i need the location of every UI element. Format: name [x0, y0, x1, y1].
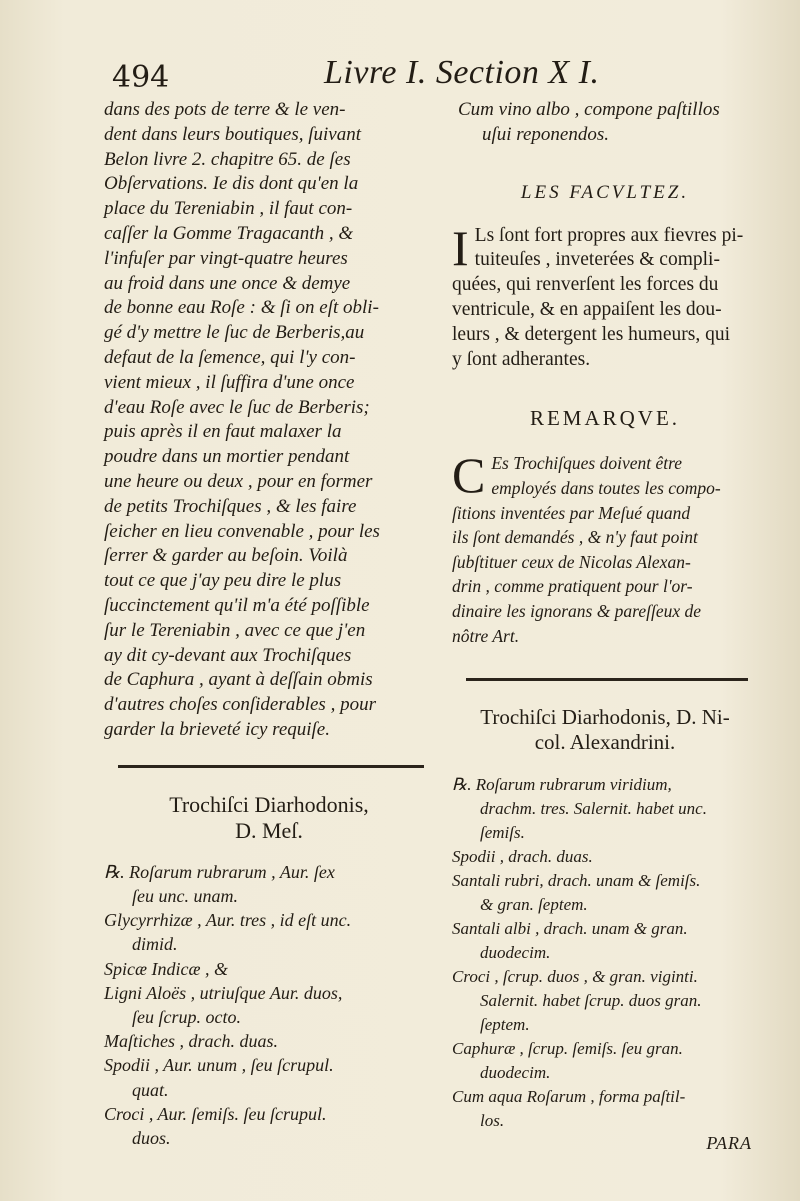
text-line: tout ce que j'ay peu dire le plus	[104, 570, 342, 592]
text-line: ventricule, & en appaiſent les dou-	[452, 298, 722, 320]
recipe-line: Salernit. habet ſcrup. duos gran.	[480, 991, 702, 1011]
text-line: ſur le Tereniabin , avec ce que j'en	[104, 619, 366, 641]
text-line: garder la brieveté icy requiſe.	[104, 718, 330, 740]
recipe-line: Maſtiches , drach. duas.	[104, 1031, 278, 1052]
recipe-line: ſemiſs.	[480, 823, 525, 843]
text-line: leurs , & detergent les humeurs, qui	[452, 323, 730, 345]
text-line: caſſer la Gomme Tragacanth , &	[104, 222, 354, 244]
remarque-title: REMARQVE.	[529, 406, 681, 431]
recipe-line: Santali albi , drach. unam & gran.	[452, 919, 688, 939]
recipe-line: Cum aqua Roſarum , forma paſtil-	[452, 1087, 686, 1107]
left-column	[104, 98, 434, 1150]
section-rule	[466, 678, 748, 681]
text-line: defaut de la ſemence, qui l'y con-	[104, 346, 356, 368]
recipe-line: ſeu unc. unam.	[132, 885, 238, 906]
text-line: place du Tereniabin , il faut con-	[104, 198, 353, 220]
text-line: Es Trochiſques doivent être	[491, 453, 683, 474]
text-line: ſeicher en lieu convenable , pour les	[104, 520, 380, 542]
text-line: drin , comme pratiquent pour l'or-	[452, 576, 693, 597]
recipe-line: Glycyrrhizæ , Aur. tres , id eſt unc.	[104, 910, 352, 931]
text-line: d'autres choſes conſiderables , pour	[104, 694, 376, 716]
text-line: Ls ſont fort propres aux fievres pi-	[474, 224, 744, 246]
recipe-line: ſeptem.	[480, 1015, 530, 1035]
left-paragraph	[104, 98, 434, 743]
text-line: quées, qui renverſent les forces du	[452, 274, 719, 296]
facultez-title: LES FACVLTEZ.	[520, 181, 690, 203]
section-rule	[118, 765, 424, 768]
recipe-line: Ligni Aloës , utriuſque Aur. duos,	[104, 982, 343, 1003]
facultez-paragraph	[452, 219, 758, 373]
text-line: nôtre Art.	[452, 625, 520, 646]
recipe-line: Caphuræ , ſcrup. ſemiſs. ſeu gran.	[452, 1039, 683, 1059]
text-line: dans des pots de terre & le ven-	[104, 99, 346, 120]
recipe-line: duodecim.	[480, 943, 551, 963]
recipe-line: Croci , ſcrup. duos , & gran. viginti.	[452, 967, 698, 987]
text-line: une heure ou deux , pour en former	[104, 470, 373, 492]
text-line: Belon livre 2. chapitre 65. de ſes	[104, 148, 351, 170]
text-line: l'infuſer par vingt-quatre heures	[104, 247, 348, 269]
intro-text: Cum vino albo , compone paſtillos uſui reponendos.	[458, 99, 720, 145]
text-line: puis après il en faut malaxer la	[104, 421, 342, 443]
right-column	[452, 98, 758, 1133]
text-line: de Caphura , ayant à deſſain obmis	[104, 669, 373, 691]
page-header	[112, 52, 762, 100]
text-line: ſuccinctement qu'il m'a été poſſible	[104, 594, 370, 616]
text-line: ſerrer & garder au beſoin. Voilà	[104, 545, 348, 567]
recipe-line: Spodii , drach. duas.	[452, 847, 593, 867]
text-line: dent dans leurs boutiques, ſuivant	[104, 123, 362, 145]
recipe-line: quat.	[132, 1079, 169, 1100]
recipe-list	[452, 773, 758, 1133]
recipe-line: Spicæ Indicæ , &	[104, 958, 228, 979]
section-title: Trochiſci Diarhodonis, D. Ni- col. Alexandrini.	[480, 705, 730, 755]
recipe-line: Spodii , Aur. unum , ſeu ſcrupul.	[104, 1055, 334, 1076]
page-number: 494	[112, 60, 170, 95]
recipe-line: los.	[480, 1111, 505, 1131]
text-line: ſubſtituer ceux de Nicolas Alexan-	[452, 551, 691, 572]
recipe-line: & gran. ſeptem.	[480, 895, 588, 915]
text-line: de bonne eau Roſe : & ſi on eſt obli-	[104, 297, 379, 319]
drop-cap: C	[452, 447, 486, 504]
drop-cap: I	[452, 219, 469, 276]
remarque-paragraph	[452, 447, 758, 648]
recipe-line: duodecim.	[480, 1063, 551, 1083]
recipe-line: duos.	[132, 1127, 171, 1148]
text-line: tuiteuſes , inveterées & compli-	[474, 249, 720, 271]
text-line: Obſervations. Ie dis dont qu'en la	[104, 173, 359, 195]
recipe-line: ℞. Roſarum rubrarum viridium,	[452, 775, 672, 795]
text-line: employés dans toutes les compo-	[491, 477, 721, 498]
text-line: de petits Trochiſques , & les faire	[104, 495, 357, 517]
recipe-line: Santali rubri, drach. unam & ſemiſs.	[452, 871, 701, 891]
text-line: y ſont adherantes.	[452, 348, 591, 370]
text-line: dinaire les ignorans & pareſſeux de	[452, 600, 702, 621]
catchword: PARA	[706, 1133, 752, 1153]
recipe-line: drachm. tres. Salernit. habet unc.	[480, 799, 707, 819]
recipe-line: dimid.	[132, 934, 178, 955]
text-line: ils ſont demandés , & n'y faut point	[452, 527, 698, 548]
recipe-line: Croci , Aur. ſemiſs. ſeu ſcrupul.	[104, 1103, 327, 1124]
text-line: au froid dans une once & demye	[104, 272, 351, 294]
recipe-list	[104, 860, 434, 1150]
text-line: ſitions inventées par Meſué quand	[452, 502, 691, 523]
text-line: poudre dans un mortier pendant	[104, 446, 350, 468]
text-line: vient mieux , il ſuffira d'une once	[104, 371, 355, 393]
recipe-line: ℞. Roſarum rubrarum , Aur. ſex	[104, 861, 335, 882]
section-title: Trochiſci Diarhodonis, D. Meſ.	[169, 791, 369, 843]
recipe-line: ſeu ſcrup. octo.	[132, 1006, 241, 1027]
text-line: gé d'y mettre le ſuc de Berberis,au	[104, 322, 365, 344]
running-head: Livre I. Section X I.	[324, 54, 600, 91]
text-line: ay dit cy-devant aux Trochiſques	[104, 644, 352, 666]
text-line: d'eau Roſe avec le ſuc de Berberis;	[104, 396, 370, 418]
